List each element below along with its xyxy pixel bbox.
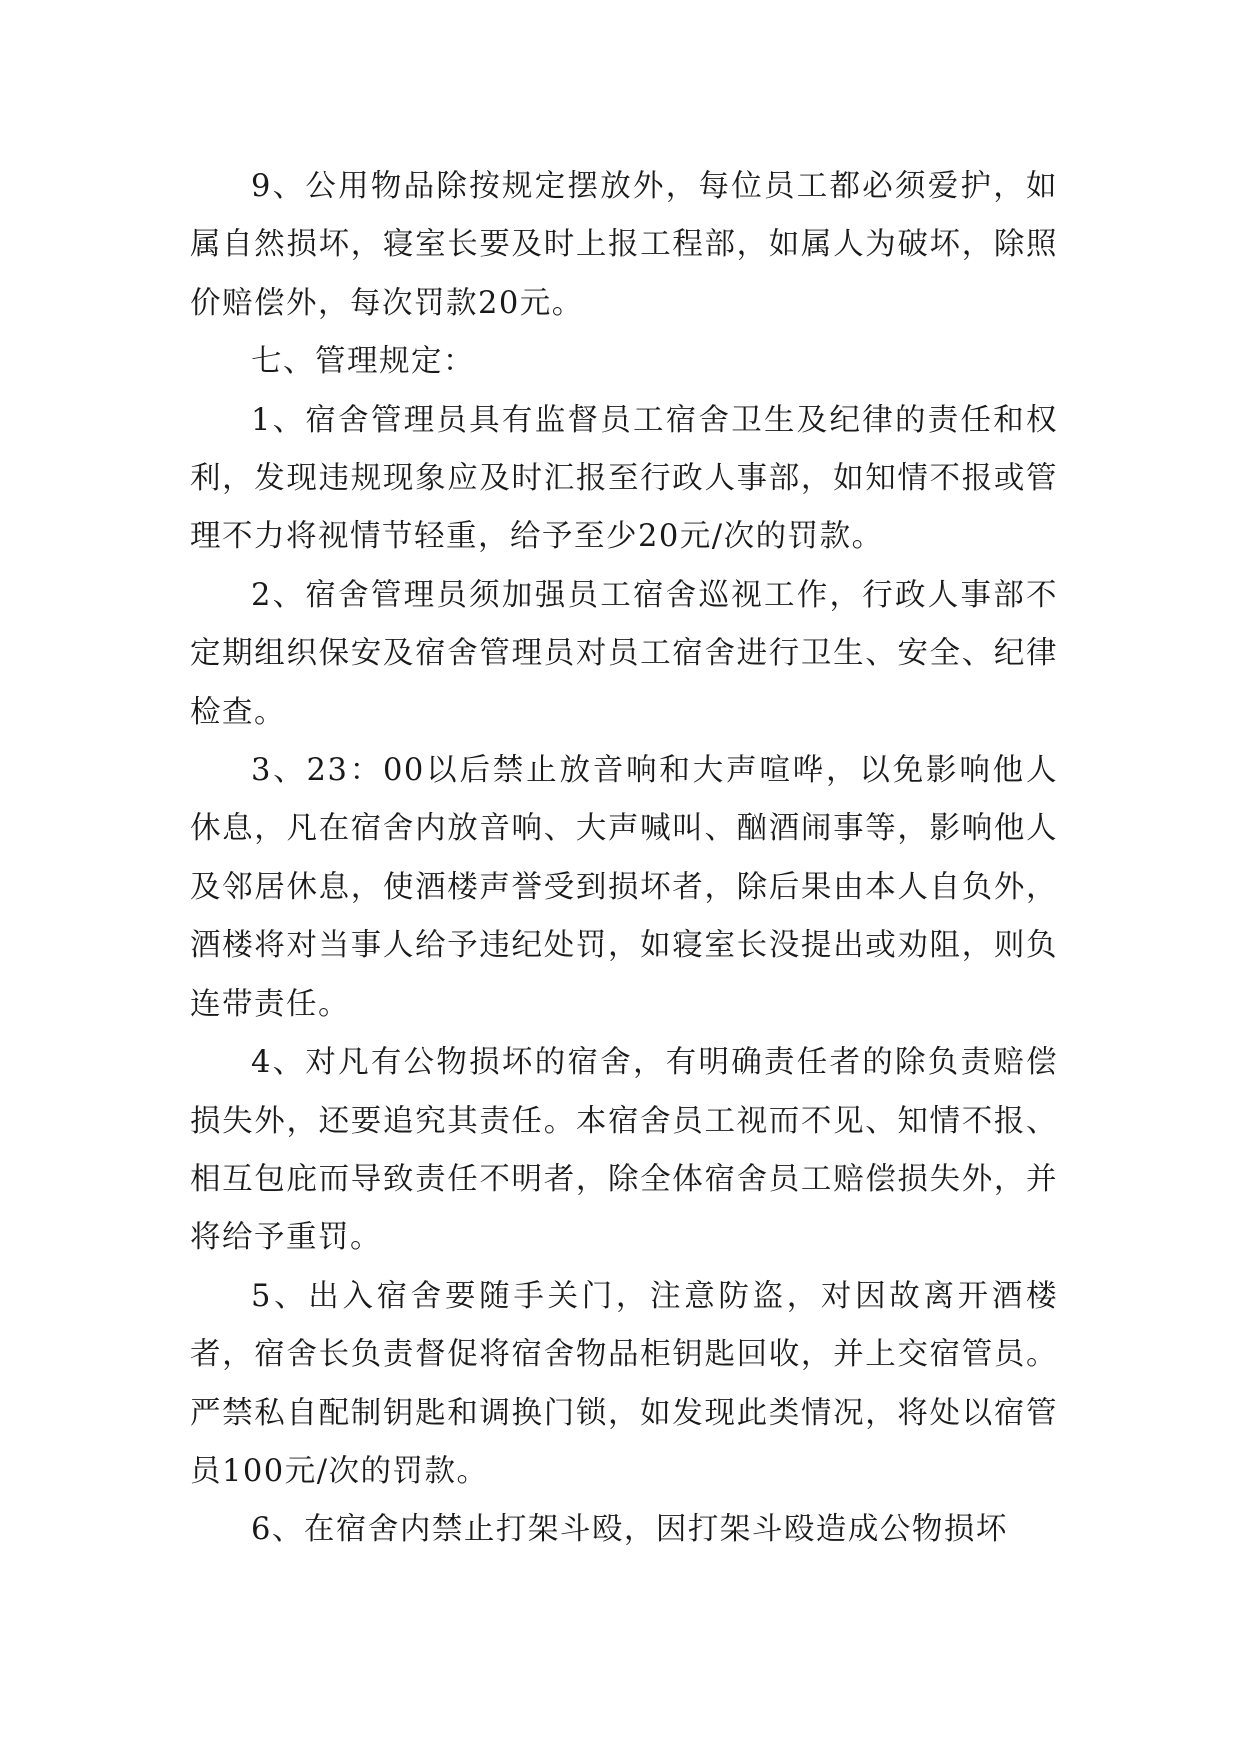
paragraph-rule-5: 5、出入宿舍要随手关门，注意防盗，对因故离开酒楼者，宿舍长负责督促将宿舍物品柜钥匙回收，并上交宿管员。严禁私自配制钥匙和调换门锁，如发现此类情况，将处以宿管员100元/次的罚款。 [190, 1278, 1058, 1489]
paragraph-item-9: 9、公用物品除按规定摆放外，每位员工都必须爱护，如属自然损坏，寝室长要及时上报工程部，如属人为破坏，除照价赔偿外，每次罚款20元。 [190, 169, 1058, 321]
section-heading-management-rules: 七、管理规定： [251, 344, 475, 380]
document-body [190, 158, 1058, 1560]
paragraph-rule-2: 2、宿舍管理员须加强员工宿舍巡视工作，行政人事部不定期组织保安及宿舍管理员对员工宿舍进行卫生、安全、纪律检查。 [190, 577, 1058, 730]
paragraph-rule-6: 6、在宿舍内禁止打架斗殴，因打架斗殴造成公物损坏 [251, 1512, 1008, 1548]
paragraph-rule-4: 4、对凡有公物损坏的宿舍，有明确责任者的除负责赔偿损失外，还要追究其责任。本宿舍员工视而不见、知情不报、相互包庇而导致责任不明者，除全体宿舍员工赔偿损失外，并将给予重罚。 [190, 1045, 1058, 1256]
paragraph-rule-3: 3、23：00以后禁止放音响和大声喧哗，以免影响他人休息，凡在宿舍内放音响、大声喊叫、酗酒闹事等，影响他人及邻居休息，使酒楼声誉受到损坏者，除后果由本人自负外，酒楼将对当事人给予违纪处罚，如寝室长没提出或劝阻，则负连带责任。 [190, 753, 1058, 1022]
paragraph-rule-1: 1、宿舍管理员具有监督员工宿舍卫生及纪律的责任和权利，发现违规现象应及时汇报至行政人事部，如知情不报或管理不力将视情节轻重，给予至少20元/次的罚款。 [190, 402, 1058, 555]
